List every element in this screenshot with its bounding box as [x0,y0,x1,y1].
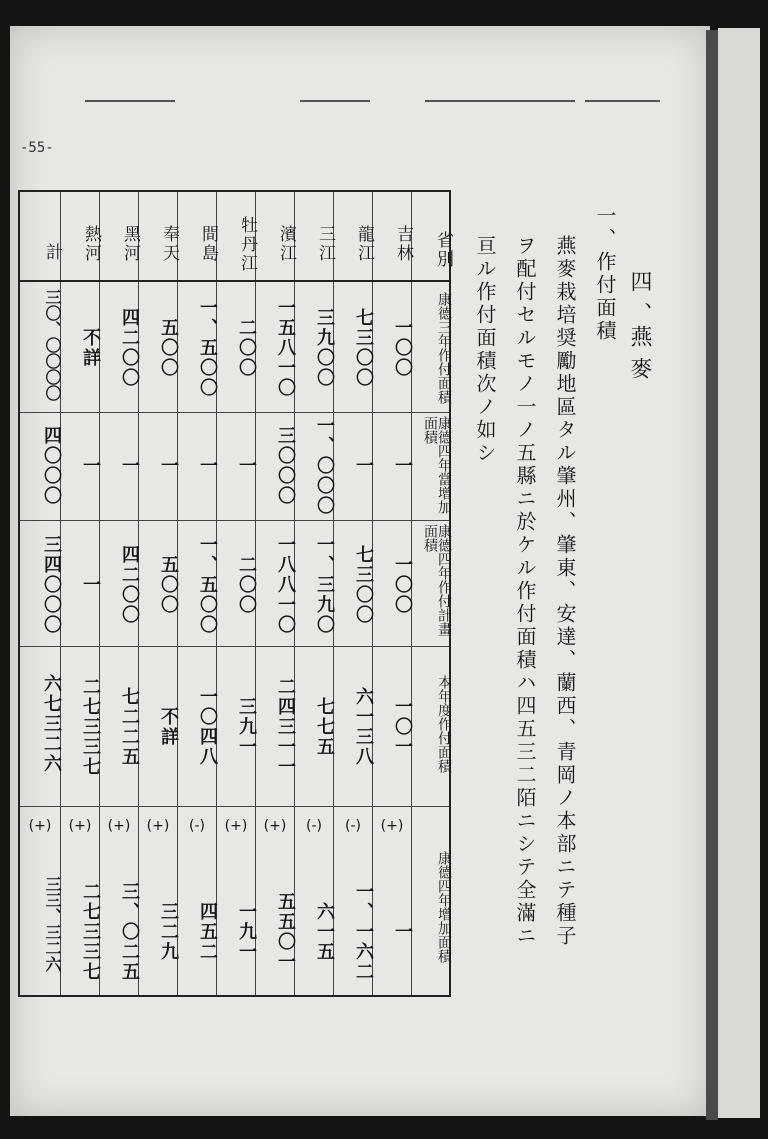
area-prev: 四二〇〇 [119,308,140,388]
plan-area: 七三〇〇 [353,545,374,625]
change-area: 四五二 [197,902,218,962]
table-row [60,192,99,995]
change-area: 三二九 [158,902,179,962]
area-prev: 三九〇〇 [314,308,335,388]
change-sign: (+) [263,818,287,834]
area-prev: 七三〇〇 [353,308,374,388]
header-province: 省別 [433,231,453,269]
area-prev: 不詳 [80,328,101,368]
table-divider [20,412,449,413]
plan-area: 一 [80,575,101,595]
plan-area: 一、三九〇 [314,535,335,635]
plan-area: 一〇〇 [392,555,413,615]
actual-area: 三九一 [236,697,257,757]
plan-area: 一八八一〇 [275,535,296,635]
increase-target: 一 [353,456,374,476]
actual-area: 一〇一 [392,697,413,757]
province-name: 吉林 [393,225,413,263]
actual-area: 七七五 [314,697,335,757]
area-prev: 三〇、〇〇〇〇 [43,289,62,401]
paragraph-line-3: 亘ル作付面積次ノ如シ [473,235,497,465]
plan-area: 二〇〇 [236,555,257,615]
table-row [99,192,138,995]
plan-area: 五〇〇 [158,555,179,615]
change-area: 一、一六二 [353,882,374,982]
change-sign: (-) [189,818,205,834]
change-sign: (+) [224,818,248,834]
header-rule [425,100,575,102]
increase-target: 一 [119,456,140,476]
area-prev: 二〇〇 [236,318,257,378]
table-row [138,192,177,995]
book-spine [706,30,718,1120]
actual-area: 不詳 [158,707,179,747]
increase-target: 一 [158,456,179,476]
plan-area: 四二〇〇 [119,545,140,625]
paragraph-line-1: 燕麥栽培奨勵地區タル肇州、肇東、安達、蘭西、青岡ノ本部ニテ種子 [553,235,577,948]
increase-target: 四〇〇〇 [41,426,62,506]
change-area: 一 [392,922,413,942]
table-row-total [20,192,60,995]
plan-area: 三四〇〇〇 [41,535,62,635]
header-rule [300,100,370,102]
actual-area: 六七三二六 [41,674,62,774]
actual-area: 六一三八 [353,687,374,767]
change-area: 五五〇一 [275,892,296,972]
actual-area: 二四三一一 [275,677,296,777]
increase-target: 一 [392,456,413,476]
page-edge [718,28,760,1118]
header-actual: 本年度作付面積 [436,675,452,773]
change-area: 六一五 [314,902,335,962]
change-sign: (+) [380,818,404,834]
area-prev: 一〇〇 [392,318,413,378]
table-divider [20,520,449,521]
subsection-title: 一、作付面積 [593,205,617,343]
increase-target: 三〇〇〇 [275,426,296,506]
change-sign: (+) [107,818,131,834]
change-sign: (+) [146,818,170,834]
page-number: -55- [20,140,54,156]
increase-target: 一、〇〇〇 [314,416,335,516]
table-divider [20,646,449,647]
province-name: 龍江 [354,225,374,263]
table-divider [20,806,449,807]
section-title: 燕麥 [627,325,652,389]
header-rule [85,100,175,102]
province-name: 濱江 [276,225,296,263]
table-divider [20,280,449,282]
change-area: 三、〇二五 [119,882,140,982]
change-area: 二七三三七 [80,882,101,982]
province-name: 牡丹江 [237,215,257,273]
change-sign: (+) [68,818,92,834]
actual-area: 七二二五 [119,687,140,767]
province-name: 黑河 [120,225,140,263]
province-name: 三江 [315,225,335,263]
change-sign: (-) [345,818,361,834]
plan-area: 一、五〇〇 [197,535,218,635]
area-prev: 五〇〇 [158,318,179,378]
table-row [372,192,411,995]
increase-target: 一 [197,456,218,476]
actual-area: 二七三三七 [80,677,101,777]
increase-target: 一 [80,456,101,476]
change-area: 三三、三二六 [43,876,62,972]
province-name: 計 [42,242,62,262]
table-row [294,192,333,995]
table-row [177,192,216,995]
table-row [333,192,372,995]
change-area: 一九一 [236,902,257,962]
change-sign: (+) [28,818,52,834]
table-row [216,192,255,995]
area-prev: 一、五〇〇 [197,298,218,398]
province-name: 間島 [198,225,218,263]
increase-target: 一 [236,456,257,476]
paragraph-line-2: ヲ配付セルモノ一ノ五縣ニ於ケル作付面積ハ四五三二陌ニシテ全滿ニ [513,235,537,948]
header-rule [585,100,660,102]
header-plan: 康德四年作付計畫面積 [422,524,452,636]
area-prev: 一五八一〇 [275,298,296,398]
header-change: 康德四年增加面積 [436,851,452,963]
header-area-prev: 康德三年作付面積 [436,292,452,404]
change-sign: (-) [306,818,322,834]
acreage-table [18,190,451,997]
header-increase-target: 康德四年當增加面積 [422,416,452,514]
table-row [255,192,294,995]
actual-area: 一〇四八 [197,687,218,767]
section-number: 四、 [627,270,652,334]
province-name: 熱河 [81,225,101,263]
table-header-column [411,192,451,995]
province-name: 奉天 [159,225,179,263]
